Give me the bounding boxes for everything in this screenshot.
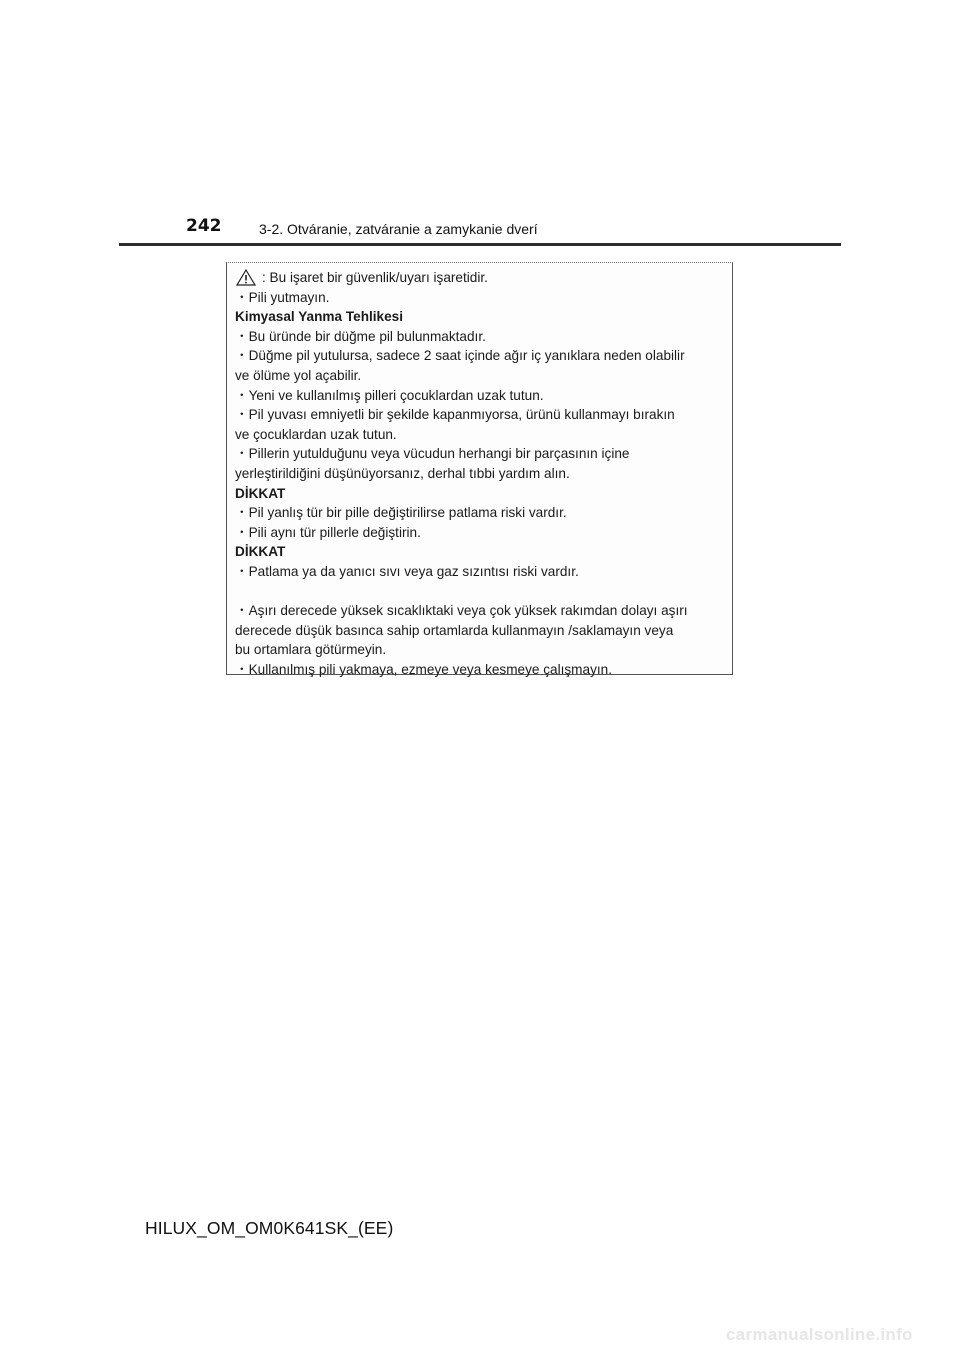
label-line: derecede düşük basınca sahip ortamlarda kullanmayın /saklamayın veya — [235, 622, 674, 638]
battery-warning-label — [226, 262, 733, 675]
header-divider — [119, 243, 841, 246]
section-title: 3-2. Otváranie, zatváranie a zamykanie dverí — [259, 221, 538, 237]
label-line: ・Bu üründe bir düğme pil bulunmaktadır. — [235, 328, 486, 344]
label-line: yerleştirildiğini düşünüyorsanız, derhal tıbbi yardım alın. — [235, 465, 570, 481]
label-line: ・Pillerin yutulduğunu veya vücudun herhangi bir parçasının içine — [235, 446, 630, 462]
label-line: ・Kullanılmış pili yakmaya, ezmeye veya kesmeye çalışmayın. — [235, 661, 612, 677]
label-heading: DİKKAT — [235, 544, 286, 560]
label-line: ・Yeni ve kullanılmış pilleri çocuklardan uzak tutun. — [235, 387, 544, 403]
label-line: bu ortamlara götürmeyin. — [235, 642, 387, 658]
label-line: ・Aşırı derecede yüksek sıcaklıktaki veya çok yüksek rakımdan dolayı aşırı — [235, 603, 688, 619]
label-line: ve çocuklardan uzak tutun. — [235, 426, 397, 442]
watermark: carmanualsonline.info — [726, 1325, 913, 1344]
document-code: HILUX_OM_OM0K641SK_(EE) — [145, 1218, 394, 1238]
warning-symbol-line — [235, 268, 726, 288]
label-line: ・Düğme pil yutulursa, sadece 2 saat içinde ağır iç yanıklara neden olabilir — [235, 348, 685, 364]
label-line: ve ölüme yol açabilir. — [235, 367, 362, 383]
warning-label-text — [235, 268, 726, 679]
page-number: 242 — [186, 216, 222, 236]
label-line: ・Pil yanlış tür bir pille değiştirilirse patlama riski vardır. — [235, 505, 567, 521]
label-line: ・Patlama ya da yanıcı sıvı veya gaz sızıntısı riski vardır. — [235, 563, 579, 579]
label-line: ・Pili aynı tür pillerle değiştirin. — [235, 524, 421, 540]
warning-triangle-icon — [236, 269, 256, 286]
label-line: ・Pili yutmayın. — [235, 289, 330, 305]
label-heading: Kimyasal Yanma Tehlikesi — [235, 309, 404, 325]
label-line: ・Pil yuvası emniyetli bir şekilde kapanmıyorsa, ürünü kullanmayı bırakın — [235, 407, 675, 423]
label-blank-line — [235, 582, 726, 602]
warning-symbol-explanation: : Bu işaret bir güvenlik/uyarı işaretidir. — [262, 270, 488, 285]
label-heading: DİKKAT — [235, 485, 286, 501]
